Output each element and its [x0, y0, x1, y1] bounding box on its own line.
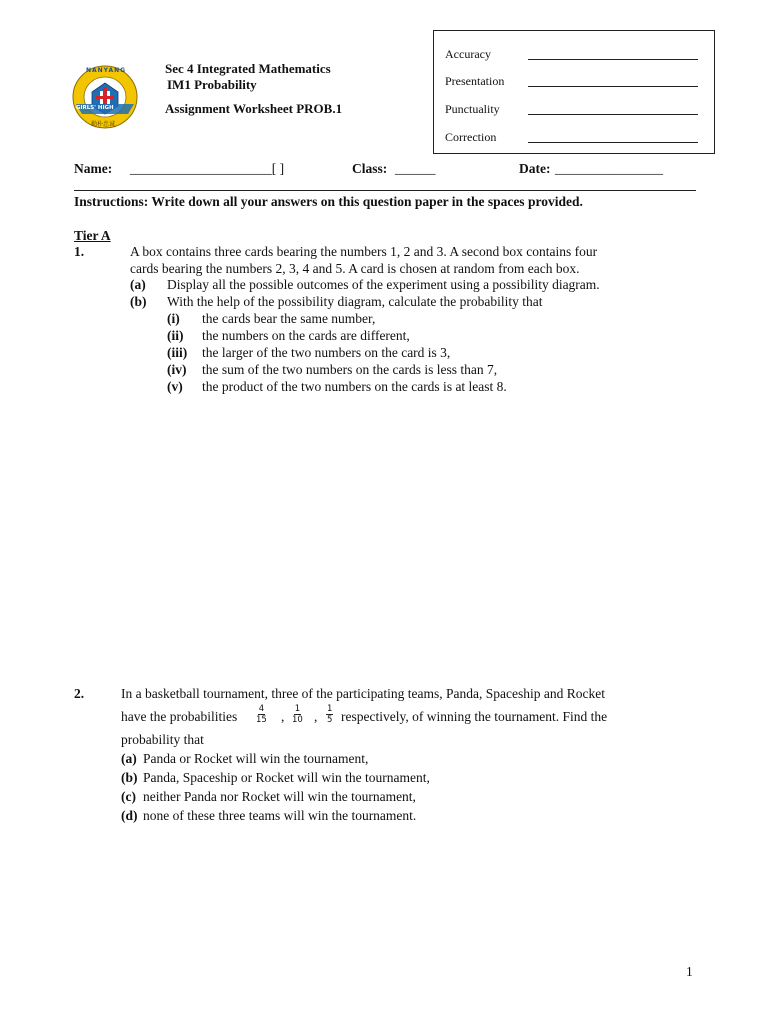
fraction-denominator: 5 [327, 715, 333, 725]
q1-subpart-label: (iv) [167, 362, 187, 377]
date-field[interactable]: ________________ [555, 161, 663, 176]
q2-text-line2-suffix: respectively, of winning the tournament. Find the [341, 709, 608, 724]
q1-subpart-text: the sum of the two numbers on the cards is less than 7, [202, 362, 498, 377]
fraction-denominator: 10 [292, 715, 303, 725]
q1-number: 1. [74, 244, 85, 259]
fraction-panda [256, 704, 267, 725]
fraction-spaceship [292, 704, 303, 725]
grade-line-correction[interactable] [528, 142, 698, 143]
header-divider [74, 190, 696, 191]
grade-line-accuracy[interactable] [528, 59, 698, 60]
q2-part-label: (b) [121, 770, 138, 785]
fraction-numerator: 1 [294, 704, 301, 714]
q2-part-label: (c) [121, 789, 136, 804]
q1-subpart-text: the numbers on the cards are different, [202, 328, 410, 343]
q2-part-text: neither Panda nor Rocket will win the tournament, [143, 789, 416, 804]
q1-part-text: Display all the possible outcomes of the experiment using a possibility diagram. [167, 277, 600, 292]
fraction-denominator: 15 [256, 715, 267, 725]
logo-bottom-text: GIRLS' HIGH [76, 105, 114, 111]
page-number: 1 [686, 964, 693, 979]
grade-label-presentation: Presentation [445, 74, 505, 88]
q1-part-text: With the help of the possibility diagram, calculate the probability that [167, 294, 543, 309]
name-field[interactable]: _____________________[ ] [130, 161, 285, 176]
logo-top-text: NANYANG [86, 67, 127, 74]
q2-number: 2. [74, 686, 85, 701]
class-label: Class: [352, 161, 388, 176]
class-field[interactable]: ______ [395, 161, 436, 176]
grade-line-presentation[interactable] [528, 86, 698, 87]
worksheet-title: Assignment Worksheet PROB.1 [165, 101, 343, 116]
school-logo [72, 64, 138, 130]
q2-part-text: none of these three teams will win the tournament. [143, 808, 417, 823]
q1-subpart-text: the larger of the two numbers on the card is 3, [202, 345, 451, 360]
fraction-numerator: 1 [327, 704, 333, 714]
logo-motto: 勤朴忠诚 [91, 121, 116, 128]
q2-text-line3: probability that [121, 732, 204, 747]
grade-label-accuracy: Accuracy [445, 47, 491, 61]
grade-line-punctuality[interactable] [528, 114, 698, 115]
topic-title: IM1 Probability [167, 77, 257, 92]
q2-part-label: (d) [121, 808, 138, 823]
q2-text-line2-prefix: have the probabilities [121, 709, 238, 724]
q2-text-line1: In a basketball tournament, three of the participating teams, Panda, Spaceship and Rocket [121, 686, 605, 701]
fraction-numerator: 4 [258, 704, 265, 714]
fraction-separator: , [281, 709, 285, 724]
q1-subpart-label: (i) [167, 311, 180, 326]
q2-part-label: (a) [121, 751, 137, 766]
q1-part-label: (b) [130, 294, 147, 309]
q1-text-line1: A box contains three cards bearing the numbers 1, 2 and 3. A second box contains four [130, 244, 598, 259]
q1-subpart-label: (ii) [167, 328, 184, 343]
q1-subpart-label: (v) [167, 379, 183, 394]
q1-part-label: (a) [130, 277, 146, 292]
q2-part-text: Panda or Rocket will win the tournament, [143, 751, 369, 766]
fraction-separator: , [314, 709, 318, 724]
course-title: Sec 4 Integrated Mathematics [165, 61, 331, 76]
grading-box [433, 30, 715, 154]
q1-subpart-label: (iii) [167, 345, 188, 360]
q2-part-text: Panda, Spaceship or Rocket will win the tournament, [143, 770, 430, 785]
grade-label-correction: Correction [445, 130, 497, 144]
fraction-rocket [326, 704, 333, 725]
grade-label-punctuality: Punctuality [445, 102, 500, 116]
q1-text-line2: cards bearing the numbers 2, 3, 4 and 5. A card is chosen at random from each box. [130, 261, 580, 276]
date-label: Date: [519, 161, 551, 176]
q1-subpart-text: the product of the two numbers on the cards is at least 8. [202, 379, 507, 394]
q1-subpart-text: the cards bear the same number, [202, 311, 376, 326]
name-label: Name: [74, 161, 113, 176]
tier-heading: Tier A [74, 228, 111, 243]
instructions: Instructions: Write down all your answers on this question paper in the spaces provided. [74, 194, 583, 209]
